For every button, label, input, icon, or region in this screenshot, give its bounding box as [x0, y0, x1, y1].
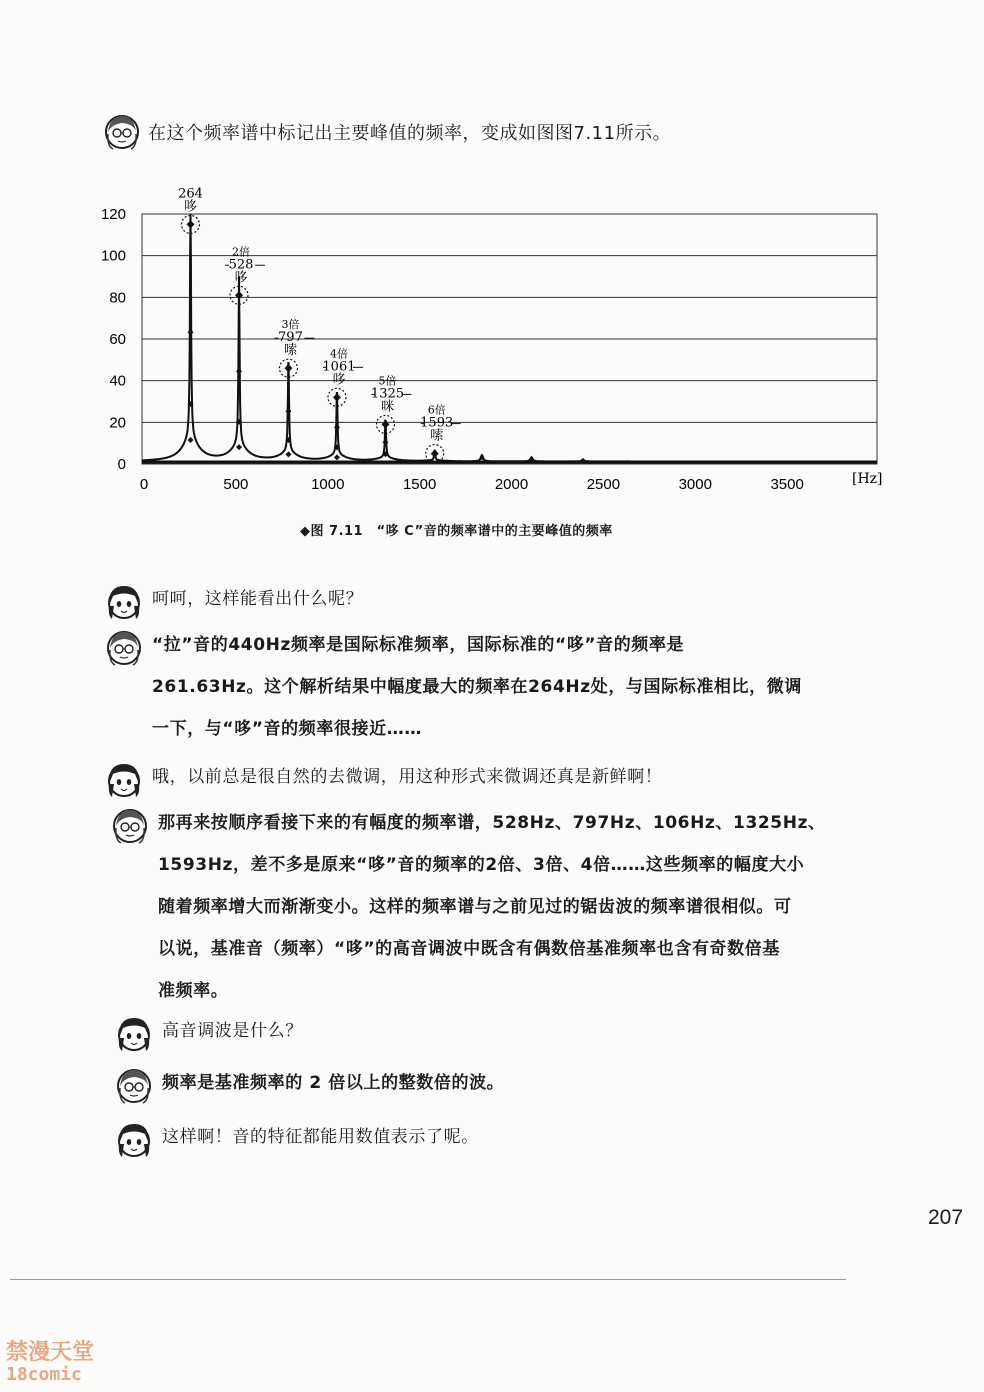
dialog-text — [152, 756, 662, 798]
dialog-text — [152, 578, 363, 620]
dialog-line: 一下，与“哆”音的频率很接近…… — [152, 719, 422, 739]
dialog-line: “拉”音的440Hz频率是国际标准频率，国际标准的“哆”音的频率是 — [152, 635, 685, 655]
y-tick-label: 60 — [109, 331, 126, 348]
dialog-girl — [116, 1014, 303, 1054]
peak-point — [235, 291, 243, 299]
mako-avatar-icon — [104, 112, 140, 152]
peak-note-label: 哆 — [234, 270, 248, 286]
peak-multiple-label: 3倍 — [281, 318, 300, 332]
peak-note-label: 咪 — [380, 399, 394, 415]
dialog-mako — [116, 1066, 504, 1106]
data-marker — [188, 437, 194, 443]
girl-avatar-icon — [106, 760, 142, 800]
y-tick-label: 120 — [100, 206, 126, 223]
data-marker — [285, 408, 291, 414]
peak-frequency-label: 1593 — [420, 415, 454, 431]
figure-caption: ◆图 7.11 “哆 C”音的频率谱中的主要峰值的频率 — [300, 524, 613, 539]
dialog-line: 261.63Hz。这个解析结果中幅度最大的频率在264Hz处，与国际标准相比，微调 — [152, 677, 802, 697]
peak-note-label: 嗦 — [430, 428, 444, 444]
peak-multiple-label: 4倍 — [329, 347, 348, 361]
dialog-girl — [106, 582, 363, 622]
y-tick-label: 20 — [109, 414, 126, 432]
peak-frequency-label: 1325 — [370, 386, 405, 402]
mako-avatar-icon — [106, 628, 142, 668]
chart-peaks — [178, 186, 461, 462]
x-tick-label: 1000 — [311, 476, 345, 493]
frequency-spectrum-chart — [0, 180, 984, 510]
data-marker — [236, 444, 242, 450]
dialog-line: 1593Hz，差不多是原来“哆”音的频率的2倍、3倍、4倍……这些频率的幅度大小 — [158, 855, 805, 875]
girl-avatar-icon — [106, 582, 142, 622]
x-tick-label: 3000 — [678, 476, 712, 493]
dialog-mako — [106, 628, 802, 750]
dialog-line: 以说，基准音（频率）“哆”的高音调波中既含有偶数倍基准频率也含有奇数倍基 — [158, 939, 780, 959]
dialog-girl — [106, 760, 662, 800]
x-tick-label: 3500 — [770, 476, 804, 493]
x-tick-label: 2000 — [494, 476, 529, 493]
peak-point — [187, 220, 195, 228]
x-tick-label: 0 — [139, 476, 149, 493]
peak-note-label: 嗦 — [283, 343, 297, 359]
peak-point — [284, 364, 292, 372]
data-marker — [382, 439, 388, 445]
mako-avatar-icon — [112, 806, 148, 846]
dialog-text — [152, 624, 802, 750]
chart-grid — [142, 214, 877, 464]
intro-text: 在这个频率谱中标记出主要峰值的频率，变成如图图7.11所示。 — [148, 123, 672, 144]
peak-multiple-label: 5倍 — [378, 374, 397, 388]
dialog-text — [162, 1062, 504, 1104]
dialog-line: 准频率。 — [158, 981, 229, 1001]
data-marker — [285, 451, 291, 457]
peak-frequency-label: 1061 — [322, 359, 356, 375]
y-tick-label: 80 — [109, 289, 126, 307]
y-tick-label: 0 — [117, 456, 126, 473]
data-marker — [334, 424, 340, 430]
dialog-line: 那再来按顺序看接下来的有幅度的频率谱，528Hz、797Hz、106Hz、1325Hz、 — [158, 813, 826, 833]
dialog-text — [158, 802, 826, 1012]
dialog-text — [162, 1116, 479, 1158]
data-marker — [188, 329, 194, 335]
peak-frequency-label: 528 — [228, 257, 254, 273]
girl-avatar-icon — [116, 1014, 152, 1054]
peak-point — [381, 420, 389, 428]
dialog-text — [162, 1010, 303, 1052]
x-axis-unit-label: [Hz] — [852, 471, 883, 487]
mako-avatar-icon — [116, 1066, 152, 1106]
x-tick-label: 500 — [223, 476, 249, 493]
dialog-line: 随着频率增大而渐渐变小。这样的频率谱与之前见过的锯齿波的频率谱很相似。可 — [158, 897, 792, 917]
y-tick-label: 40 — [109, 372, 126, 390]
x-tick-label: 1500 — [402, 476, 437, 493]
watermark-line-1: 禁漫天堂 — [6, 1340, 95, 1365]
dialog-line: 频率是基准频率的 2 倍以上的整数倍的波。 — [162, 1073, 505, 1093]
chart-ticks — [101, 206, 804, 493]
dialog-line: 哦，以前总是很自然的去微调，用这种形式来微调还真是新鲜啊！ — [152, 767, 663, 787]
data-marker — [334, 454, 340, 460]
footer-divider — [10, 1279, 846, 1280]
peak-note-label: 哆 — [332, 372, 346, 388]
peak-point — [333, 393, 341, 401]
dialog-line: 这样啊！音的特征都能用数值表示了呢。 — [162, 1127, 479, 1147]
spectrum-line — [142, 214, 877, 462]
girl-avatar-icon — [116, 1120, 152, 1160]
data-marker — [236, 368, 242, 374]
peak-multiple-label: 2倍 — [232, 245, 251, 259]
dialog-girl — [116, 1120, 479, 1160]
peak-note-label: 哆 — [184, 199, 198, 215]
peak-frequency-label: 797 — [278, 330, 303, 346]
peak-point — [431, 450, 439, 458]
y-tick-label: 100 — [100, 247, 126, 265]
dialog-line: 高音调波是什么？ — [162, 1021, 303, 1041]
peak-multiple-label: 6倍 — [427, 403, 446, 417]
intro-line — [104, 112, 671, 152]
dialog-line: 呵呵，这样能看出什么呢？ — [152, 589, 364, 609]
x-tick-label: 2500 — [586, 476, 621, 493]
peak-frequency-label: 264 — [178, 186, 203, 202]
page-number: 207 — [928, 1206, 964, 1229]
watermark-line-2: 18comic — [6, 1364, 82, 1385]
watermark-logo — [6, 1342, 176, 1388]
dialog-mako — [112, 806, 826, 1012]
